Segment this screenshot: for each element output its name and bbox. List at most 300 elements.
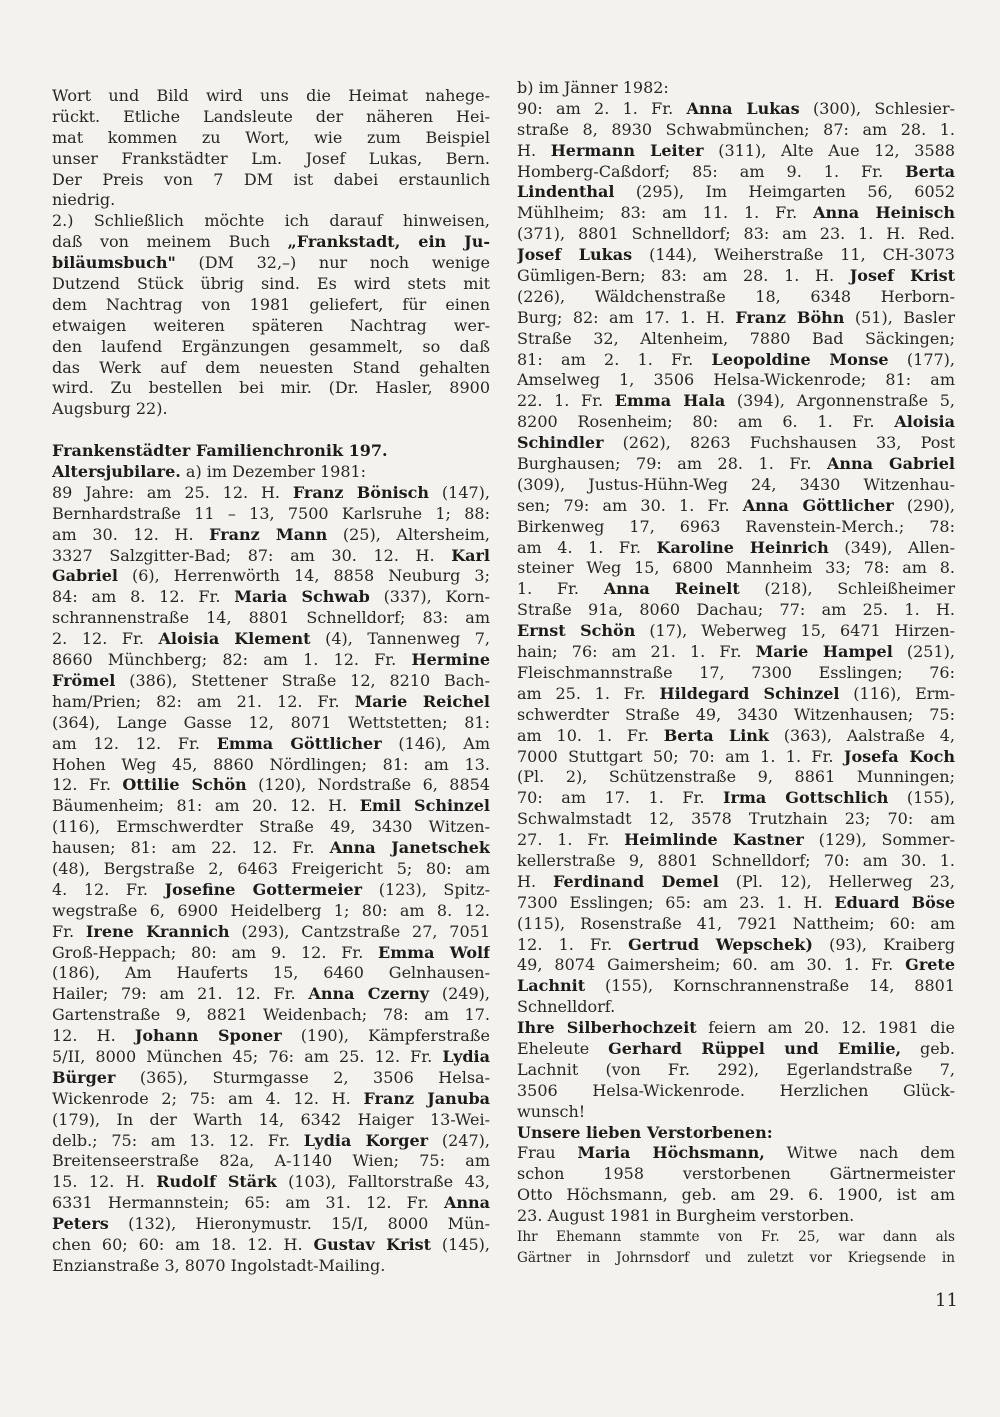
text-line (52, 337, 490, 358)
text-line (517, 1206, 955, 1227)
text-line (517, 266, 955, 287)
text-run: 89 Jahre: am 25. 12. H. (52, 482, 293, 502)
bold-name: Ottilie Schön (122, 775, 247, 795)
text-run: (386), Stettener Straße 12, 8210 Bach- (115, 670, 490, 690)
text-run: (48), Bergstraße 2, 6463 Freigericht 5; 80: am (52, 858, 490, 878)
text-line (517, 1081, 955, 1102)
text-line (517, 767, 955, 788)
text-run: etwaigen weiteren späteren Nachtrag wer- (52, 315, 490, 335)
text-run: 12. Fr. (52, 775, 123, 795)
bold-name: Anna Göttlicher (742, 495, 894, 515)
text-run: (363), Aalstraße 4, (768, 725, 955, 745)
text-run: sen; 79: am 30. 1. Fr. (517, 495, 743, 515)
text-line (517, 872, 955, 893)
bold-name: Johann Sponer (134, 1026, 282, 1046)
text-line (517, 370, 955, 391)
text-line (517, 454, 955, 475)
text-run: 27. 1. Fr. (517, 830, 625, 850)
text-run: (309), Justus-Hühn-Weg 24, 3430 Witzenhau- (517, 474, 955, 494)
text-run: wunsch! (517, 1101, 586, 1121)
text-run: Groß-Heppach; 80: am 9. 12. Fr. (52, 942, 379, 962)
text-line (52, 984, 490, 1005)
text-run: (144), Weiherstraße 11, CH-3073 (632, 245, 955, 265)
text-run: (179), In der Warth 14, 6342 Haiger 13-Wei- (52, 1109, 490, 1129)
text-run: 70: am 17. 1. Fr. (517, 788, 724, 808)
bold-name: Franz Mann (209, 524, 328, 544)
text-run: ham/Prien; 82: am 21. 12. Fr. (52, 691, 355, 711)
bold-name: Gustav Krist (313, 1234, 431, 1254)
text-line (517, 935, 955, 956)
text-line (517, 642, 955, 663)
text-line (517, 558, 955, 579)
text-line (52, 922, 490, 943)
bold-name: Anna Gabriel (826, 454, 955, 474)
text-line (52, 128, 490, 149)
text-run: (DM 32,–) nur noch wenige (175, 253, 490, 273)
text-line (517, 203, 955, 224)
text-run: (129), Sommer- (803, 830, 955, 850)
text-run: 2. 12. Fr. (52, 629, 159, 649)
bold-name: Gerhard Rüppel und Emilie, (608, 1038, 902, 1058)
text-line (517, 162, 955, 183)
text-line (52, 149, 490, 170)
text-run: (120), Nordstraße 6, 8854 (246, 775, 490, 795)
text-run: Enzianstraße 3, 8070 Ingolstadt-Mailing. (52, 1255, 386, 1275)
text-line (52, 817, 490, 838)
text-line (517, 809, 955, 830)
bold-name: Eduard Böse (834, 892, 955, 912)
text-line (52, 775, 490, 796)
text-line (517, 955, 955, 976)
text-run: Bäumenheim; 81: am 20. 12. H. (52, 796, 360, 816)
paragraph (517, 1227, 955, 1269)
text-line (52, 713, 490, 734)
text-run: 5/II, 8000 München 45; 76: am 25. 12. Fr. (52, 1046, 443, 1066)
paragraph (517, 78, 955, 99)
text-line (52, 399, 490, 420)
text-line (52, 587, 490, 608)
text-line (52, 86, 490, 107)
text-run: (218), Schleißheimer (739, 579, 955, 599)
text-run: (262), 8263 Fuchshausen 33, Post (603, 433, 955, 453)
bold-name: Maria Höchsmann, (577, 1143, 765, 1163)
text-run: (371), 8801 Schnelldorf; 83: am 23. 1. H. Red. (517, 224, 955, 244)
text-run: 23. August 1981 in Burgheim verstorben. (517, 1206, 855, 1226)
text-line (52, 1047, 490, 1068)
bold-name: Franz Böhn (735, 307, 845, 327)
text-line (517, 788, 955, 809)
text-run: 8660 Münchberg; 82: am 1. 12. Fr. (52, 650, 412, 670)
text-line (517, 475, 955, 496)
text-line (52, 1110, 490, 1131)
paragraph (52, 211, 490, 420)
text-line (517, 496, 955, 517)
text-run: wird. Zu bestellen bei mir. (Dr. Hasler, 8900 (52, 378, 490, 398)
text-run: (115), Rosenstraße 41, 7921 Nattheim; 60: am (517, 913, 955, 933)
bold-name: Altersjubilare. (52, 462, 181, 482)
text-line (52, 859, 490, 880)
text-line (52, 566, 490, 587)
bold-name: biläumsbuch" (52, 253, 176, 273)
bold-name: Grete (905, 955, 955, 975)
text-run: delb.; 75: am 13. 12. Fr. (52, 1130, 304, 1150)
text-line (52, 734, 490, 755)
text-line (517, 705, 955, 726)
text-line (52, 1193, 490, 1214)
text-run: 22. 1. Fr. (517, 391, 615, 411)
bold-name: Berta (905, 161, 955, 181)
bold-name: Karl (451, 545, 490, 565)
text-run: straße 8, 8930 Schwabmünchen; 87: am 28. 1. (517, 119, 955, 139)
text-run: schwerdter Straße 49, 3430 Witzenhausen; 75: (517, 704, 955, 724)
text-run: (300), Schlesier- (799, 98, 955, 118)
text-line (52, 1256, 490, 1277)
text-run: 7300 Esslingen; 65: am 23. 1. H. (517, 892, 835, 912)
bold-name: Ihre Silberhochzeit (517, 1018, 697, 1038)
text-run: (290), (893, 495, 955, 515)
text-run: Gärtner in Johrnsdorf und zuletzt vor Kriegsende in (517, 1249, 955, 1266)
text-run: Fr. (52, 921, 86, 941)
bold-name: Schindler (517, 433, 604, 453)
bold-name: Peters (52, 1214, 109, 1234)
text-line (517, 914, 955, 935)
text-line (517, 747, 955, 768)
bold-name: Josef Krist (849, 266, 955, 286)
bold-name: Josef Lukas (517, 245, 633, 265)
text-run: (186), Am Hauferts 15, 6460 Gelnhausen- (52, 963, 490, 983)
bold-name: Hermann Leiter (550, 140, 704, 160)
text-run: (123), Spitz- (362, 879, 490, 899)
text-run: Amselweg 1, 3506 Helsa-Wickenrode; 81: am (517, 370, 955, 390)
text-line (52, 1214, 490, 1235)
text-run: 12. 1. Fr. (517, 934, 629, 954)
text-line (52, 295, 490, 316)
text-run: Hohen Weg 45, 8860 Nördlingen; 81: am 13. (52, 754, 490, 774)
bold-name: Anna Reinelt (603, 579, 740, 599)
text-line (517, 1143, 955, 1164)
text-run: (226), Wäldchenstraße 18, 6348 Herborn- (517, 286, 955, 306)
right-column (517, 78, 955, 1269)
text-run: Hailer; 79: am 21. 12. Fr. (52, 984, 309, 1004)
text-run: 3327 Salzgitter-Bad; 87: am 30. 12. H. (52, 545, 452, 565)
bold-name: Karoline Heinrich (656, 537, 829, 557)
text-run: Der Preis von 7 DM ist dabei erstaunlich (52, 169, 490, 189)
text-run: Otto Höchsmann, geb. am 29. 6. 1900, ist am (517, 1185, 955, 1205)
text-line (52, 608, 490, 629)
bold-name: Frömel (52, 670, 116, 690)
text-line (52, 901, 490, 922)
bold-name: Berta Link (663, 725, 769, 745)
text-run: Gartenstraße 9, 8821 Weidenbach; 78: am 17. (52, 1005, 490, 1025)
bold-name: Heimlinde Kastner (624, 830, 804, 850)
text-run: feiern am 20. 12. 1981 die (696, 1018, 955, 1038)
bold-name: Rudolf Stärk (156, 1172, 277, 1192)
text-line (517, 1185, 955, 1206)
text-line (52, 1172, 490, 1193)
text-run: (51), Basler (844, 307, 955, 327)
text-run: Fleischmannstraße 17, 7300 Esslingen; 76: (517, 662, 955, 682)
text-line (52, 755, 490, 776)
bold-name: Aloisia Klement (158, 629, 311, 649)
text-run: kellerstraße 9, 8801 Schnelldorf; 70: am 30. 1. (517, 850, 955, 870)
text-line (517, 726, 955, 747)
text-run: (147), (429, 482, 490, 502)
bold-name: Lachnit (517, 976, 586, 996)
paragraph (517, 1018, 955, 1122)
text-line (52, 378, 490, 399)
text-run: (Pl. 12), Hellerweg 23, (718, 871, 955, 891)
text-run: daß von meinem Buch (52, 232, 288, 252)
text-line (517, 976, 955, 997)
text-run: Dutzend Stück übrig sind. Es wird stets mit (52, 274, 490, 294)
text-run: (146), Am (381, 733, 490, 753)
text-line (517, 1060, 955, 1081)
text-run: steiner Weg 15, 6800 Mannheim 33; 78: am 8. (517, 558, 955, 578)
text-run: Burg; 82: am 17. 1. H. (517, 307, 736, 327)
text-line (517, 329, 955, 350)
text-run: Frau (517, 1143, 578, 1163)
page-number: 11 (935, 1290, 958, 1311)
text-line (52, 1068, 490, 1089)
text-line (52, 1026, 490, 1047)
bold-name: Gertrud Wepschek) (628, 934, 813, 954)
text-line (52, 504, 490, 525)
text-line (52, 1151, 490, 1172)
text-run: 3506 Helsa-Wickenrode. Herzlichen Glück- (517, 1080, 955, 1100)
bold-name: Josefa Koch (843, 746, 955, 766)
text-run: (311), Alte Aue 12, 3588 (703, 140, 955, 160)
text-line (52, 525, 490, 546)
text-run: hain; 76: am 21. 1. Fr. (517, 642, 756, 662)
bold-name: Emma Göttlicher (216, 733, 382, 753)
text-line (517, 287, 955, 308)
text-run: (93), Kraiberg (812, 934, 955, 954)
text-line (52, 629, 490, 650)
text-run: (6), Herrenwörth 14, 8858 Neuburg 3; (117, 566, 490, 586)
text-run: chen 60; 60: am 18. 12. H. (52, 1234, 314, 1254)
text-line (52, 358, 490, 379)
text-line (517, 1018, 955, 1039)
bold-name: Franz Januba (363, 1088, 490, 1108)
text-line (517, 1227, 955, 1248)
text-run: das Werk auf dem neuesten Stand gehalten (52, 357, 490, 377)
text-run: (394), Argonnenstraße 5, (725, 391, 955, 411)
text-run: (4), Tannenweg 7, (310, 629, 490, 649)
text-line (517, 78, 955, 99)
text-line (52, 692, 490, 713)
text-run: am 4. 1. Fr. (517, 537, 657, 557)
text-run: wegstraße 6, 6900 Heidelberg 1; 80: am 8. 12. (52, 900, 490, 920)
bold-name: Aloisia (894, 412, 955, 432)
text-run: (249), (429, 984, 490, 1004)
text-run: 4. 12. Fr. (52, 879, 165, 899)
text-run: (251), (892, 642, 955, 662)
text-run: (Pl. 2), Schützenstraße 9, 8861 Munningen; (517, 767, 955, 787)
bold-name: Ernst Schön (517, 621, 636, 641)
bold-name: Unsere lieben Verstorbenen: (517, 1122, 773, 1142)
text-run: am 25. 1. Fr. (517, 683, 660, 703)
text-run: niedrig. (52, 190, 116, 210)
text-run: schrannenstraße 14, 8801 Schnelldorf; 83: am (52, 608, 490, 628)
text-run: 49, 8074 Gaimersheim; 60. am 30. 1. Fr. (517, 955, 906, 975)
text-run: b) im Jänner 1982: (517, 78, 669, 97)
text-run: Witwe nach dem (764, 1143, 955, 1163)
bold-name: Irma Gottschlich (723, 788, 889, 808)
text-run: Eheleute (517, 1038, 609, 1058)
text-line (517, 391, 955, 412)
text-run: H. (517, 871, 553, 891)
text-line (517, 412, 955, 433)
text-line (517, 182, 955, 203)
text-run: 6331 Hermannstein; 65: am 31. 12. Fr. (52, 1193, 444, 1213)
text-run: hausen; 81: am 22. 12. Fr. (52, 838, 330, 858)
bold-name: Anna Heinisch (813, 203, 955, 223)
paragraph (52, 483, 490, 1277)
text-run: Schnelldorf. (517, 997, 616, 1017)
text-run: (116), Ermschwerdter Straße 49, 3430 Witzen- (52, 817, 490, 837)
text-line (52, 880, 490, 901)
bold-name: Lydia Korger (303, 1130, 429, 1150)
text-run: 15. 12. H. (52, 1172, 157, 1192)
bold-name: Maria Schwab (234, 587, 370, 607)
text-run: unser Frankstädter Lm. Josef Lukas, Bern. (52, 148, 490, 168)
text-line (52, 316, 490, 337)
text-run: (190), Kämpferstraße (281, 1026, 490, 1046)
bold-name: Josefine Gottermeier (164, 879, 363, 899)
text-run: (177), (888, 349, 955, 369)
text-run: den laufend Ergänzungen gesammelt, so daß (52, 336, 490, 356)
text-line (517, 1123, 955, 1144)
text-run: (103), Falltorstraße 43, (276, 1172, 490, 1192)
bold-name: Hildegard Schinzel (659, 683, 840, 703)
text-run: rückt. Etliche Landsleute der näheren Hei- (52, 106, 490, 126)
text-run: (295), Im Heimgarten 56, 6052 (614, 182, 955, 202)
text-run: Homberg-Caßdorf; 85: am 9. 1. Fr. (517, 161, 906, 181)
text-line (52, 483, 490, 504)
text-line (517, 997, 955, 1018)
text-run: (155), (888, 788, 955, 808)
text-run: Wickenrode 2; 75: am 4. 12. H. (52, 1088, 364, 1108)
text-line (52, 1131, 490, 1152)
text-run: (132), Hieronymustr. 15/I, 8000 Mün- (108, 1214, 490, 1234)
paragraph (52, 441, 490, 462)
text-run: (349), Allen- (828, 537, 955, 557)
paragraph (52, 462, 490, 483)
text-line (52, 253, 490, 274)
text-line (517, 663, 955, 684)
text-line (52, 838, 490, 859)
text-run: 12. H. (52, 1026, 135, 1046)
text-run: (17), Weberweg 15, 6471 Hirzen- (635, 621, 955, 641)
text-run: Burghausen; 79: am 28. 1. Fr. (517, 454, 827, 474)
paragraph (517, 1143, 955, 1227)
text-line (517, 224, 955, 245)
text-run: Lachnit (von Fr. 292), Egerlandstraße 7, (517, 1059, 955, 1079)
bold-name: Anna Janetschek (329, 838, 490, 858)
text-line (52, 190, 490, 211)
text-run: (116), Erm- (839, 683, 955, 703)
paragraph (517, 99, 955, 1018)
text-run: dem Nachtrag von 1981 geliefert, für einen (52, 294, 490, 314)
bold-name: Frankenstädter Familienchronik 197. (52, 441, 388, 461)
text-run: (293), Cantzstraße 27, 7051 (229, 921, 490, 941)
text-run: (364), Lange Gasse 12, 8071 Wettstetten; 81: (52, 712, 490, 732)
text-run: 81: am 2. 1. Fr. (517, 349, 712, 369)
text-line (517, 1248, 955, 1269)
text-line (52, 1235, 490, 1256)
text-line (52, 274, 490, 295)
text-run: 84: am 8. 12. Fr. (52, 587, 235, 607)
text-run: 7000 Stuttgart 50; 70: am 1. 1. Fr. (517, 746, 844, 766)
text-run: Bernhardstraße 11 – 13, 7500 Karlsruhe 1; 88: (52, 503, 490, 523)
bold-name: Marie Hampel (755, 642, 893, 662)
bold-name: Anna (443, 1193, 490, 1213)
text-line (52, 441, 490, 462)
text-run: (155), Kornschrannenstraße 14, 8801 (585, 976, 955, 996)
text-line (517, 120, 955, 141)
text-run: Birkenweg 17, 6963 Ravenstein-Merch.; 78: (517, 516, 955, 536)
text-run: a) im Dezember 1981: (180, 462, 367, 482)
text-run: 90: am 2. 1. Fr. (517, 98, 687, 118)
text-line (517, 433, 955, 454)
text-line (517, 579, 955, 600)
bold-name: Franz Bönisch (292, 482, 430, 502)
bold-name: Emil Schinzel (359, 796, 490, 816)
left-column (52, 86, 490, 1277)
text-run: am 12. 12. Fr. (52, 733, 217, 753)
text-run: Mühlheim; 83: am 11. 1. Fr. (517, 203, 814, 223)
text-run: (337), Korn- (369, 587, 490, 607)
bold-name: Lindenthal (517, 182, 615, 202)
text-run: Wort und Bild wird uns die Heimat nahege- (52, 86, 490, 105)
bold-name: Lydia (442, 1046, 490, 1066)
text-line (52, 232, 490, 253)
text-run: Gümligen-Bern; 83: am 28. 1. H. (517, 266, 850, 286)
text-run: am 10. 1. Fr. (517, 725, 664, 745)
text-run: Ihr Ehemann stammte von Fr. 25, war dann als (517, 1228, 955, 1245)
bold-name: Ferdinand Demel (552, 871, 719, 891)
text-line (517, 893, 955, 914)
text-line (52, 462, 490, 483)
text-line (517, 245, 955, 266)
text-line (52, 1089, 490, 1110)
text-line (517, 830, 955, 851)
text-line (52, 963, 490, 984)
text-run: 8200 Rosenheim; 80: am 6. 1. Fr. (517, 412, 895, 432)
text-run: (25), Altersheim, (327, 524, 490, 544)
text-run: schon 1958 verstorbenen Gärtnermeister (517, 1164, 955, 1184)
text-line (517, 538, 955, 559)
bold-name: Irene Krannich (85, 921, 230, 941)
text-line (517, 350, 955, 371)
bold-name: Bürger (52, 1067, 116, 1087)
text-line (52, 671, 490, 692)
text-line (517, 141, 955, 162)
text-line (517, 1039, 955, 1060)
text-line (52, 170, 490, 191)
text-line (517, 621, 955, 642)
bold-name: Anna Czerny (308, 984, 430, 1004)
bold-name: Marie Reichel (354, 691, 490, 711)
text-run: geb. (901, 1038, 955, 1058)
paragraph (517, 1123, 955, 1144)
text-run: 2.) Schließlich möchte ich darauf hinweisen, (52, 211, 490, 231)
text-run: mat kommen zu Wort, wie zum Beispiel (52, 127, 490, 147)
paragraph (52, 86, 490, 211)
text-line (517, 600, 955, 621)
text-line (517, 684, 955, 705)
text-line (517, 851, 955, 872)
